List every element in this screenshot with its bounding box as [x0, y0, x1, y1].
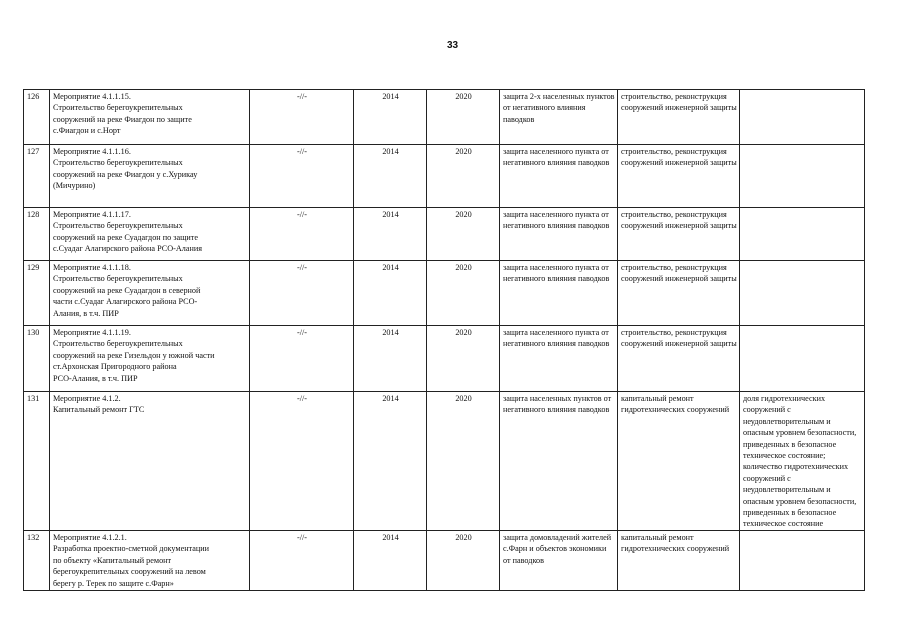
measure-description-line: Капитальный ремонт ГТС	[53, 405, 145, 415]
start-year-cell: 2014	[354, 530, 427, 590]
direction-cell: строительство, реконструкция сооружений инженерной защиты	[618, 208, 740, 261]
indicator-cell	[740, 261, 865, 326]
end-year-cell: 2020	[427, 90, 500, 145]
page-number: 33	[446, 40, 459, 51]
measure-cell	[50, 208, 250, 261]
measure-description-line: Алания, в т.ч. ПИР	[53, 308, 119, 318]
end-year-cell: 2020	[427, 392, 500, 531]
end-year-cell: 2020	[427, 326, 500, 392]
measure-description-line: сооружений на реке Фиагдон по защите	[53, 114, 192, 124]
end-year-cell: 2020	[427, 208, 500, 261]
expected-result-cell: защита 2-х населенных пунктов от негативного влияния паводков	[500, 90, 618, 145]
measure-description-line: берегоукрепительных сооружений на левом	[53, 567, 206, 577]
measure-cell	[50, 530, 250, 590]
measure-description-line: с.Фиагдон и с.Норт	[53, 126, 121, 136]
measure-cell	[50, 392, 250, 531]
end-year-cell: 2020	[427, 145, 500, 208]
direction-cell: капитальный ремонт гидротехнических сооружений	[618, 530, 740, 590]
table-row	[24, 208, 865, 261]
measure-title: Мероприятие 4.1.1.19.	[53, 328, 131, 337]
measure-description-line: сооружений на реке Гизельдон у южной части	[53, 350, 215, 360]
measure-description-line: РСО-Алания, в т.ч. ПИР	[53, 373, 138, 383]
expected-result-cell: защита населенного пункта от негативного влияния паводков	[500, 326, 618, 392]
expected-result-cell: защита населенного пункта от негативного влияния паводков	[500, 145, 618, 208]
measure-title: Мероприятие 4.1.2.	[53, 394, 121, 403]
measure-description-line: Строительство берегоукрепительных	[53, 158, 183, 168]
measure-description-line: сооружений на реке Суадагдон в северной	[53, 285, 201, 295]
measures-table	[23, 89, 865, 591]
measure-cell	[50, 90, 250, 145]
direction-cell: строительство, реконструкция сооружений инженерной защиты	[618, 90, 740, 145]
row-number-cell: 127	[24, 145, 50, 208]
direction-cell: строительство, реконструкция сооружений инженерной защиты	[618, 326, 740, 392]
measure-description-line: берегу р. Терек по защите с.Фарн»	[53, 578, 174, 588]
direction-cell: строительство, реконструкция сооружений инженерной защиты	[618, 261, 740, 326]
measure-description-line: ст.Архонская Пригородного района	[53, 362, 177, 372]
expected-result-cell: защита населенного пункта от негативного влияния паводков	[500, 208, 618, 261]
indicator-cell	[740, 530, 865, 590]
executor-cell: -//-	[250, 145, 354, 208]
measure-cell	[50, 261, 250, 326]
row-number-cell: 131	[24, 392, 50, 531]
executor-cell: -//-	[250, 392, 354, 531]
table-row	[24, 261, 865, 326]
table-row	[24, 145, 865, 208]
indicator-cell	[740, 90, 865, 145]
indicator-cell	[740, 326, 865, 392]
measure-title: Мероприятие 4.1.1.18.	[53, 263, 131, 272]
start-year-cell: 2014	[354, 90, 427, 145]
start-year-cell: 2014	[354, 326, 427, 392]
measure-description-line: части с.Суадаг Алагирского района РСО-	[53, 297, 198, 307]
measure-description-line: (Мичурино)	[53, 181, 96, 191]
expected-result-cell: защита населенных пунктов от негативного влияния паводков	[500, 392, 618, 531]
measure-description-line: Строительство берегоукрепительных	[53, 274, 183, 284]
executor-cell: -//-	[250, 90, 354, 145]
measure-title: Мероприятие 4.1.1.16.	[53, 147, 131, 156]
measure-description-line: по объекту «Капитальный ремонт	[53, 555, 172, 565]
measure-description-line: с.Суадаг Алагирского района РСО-Алания	[53, 244, 202, 254]
table-row	[24, 392, 865, 531]
executor-cell: -//-	[250, 530, 354, 590]
row-number-cell: 129	[24, 261, 50, 326]
indicator-cell: доля гидротехнических сооружений с неудовлетворительным и опасным уровнем безопасности, приведенных в безопасное техническое состояние; количество гидротехнических сооружений с неудовлетворительным и опасным уровнем безопасности, приведенных в безопасное техническое состояние	[740, 392, 865, 531]
table-row	[24, 530, 865, 590]
start-year-cell: 2014	[354, 392, 427, 531]
direction-cell: капитальный ремонт гидротехнических сооружений	[618, 392, 740, 531]
measure-cell	[50, 145, 250, 208]
start-year-cell: 2014	[354, 261, 427, 326]
start-year-cell: 2014	[354, 145, 427, 208]
row-number-cell: 126	[24, 90, 50, 145]
table-row	[24, 90, 865, 145]
direction-cell: строительство, реконструкция сооружений инженерной защиты	[618, 145, 740, 208]
measure-title: Мероприятие 4.1.1.17.	[53, 210, 131, 219]
start-year-cell: 2014	[354, 208, 427, 261]
indicator-cell	[740, 145, 865, 208]
measure-description-line: Разработка проектно-сметной документации	[53, 544, 210, 554]
table-row	[24, 326, 865, 392]
end-year-cell: 2020	[427, 530, 500, 590]
measure-title: Мероприятие 4.1.1.15.	[53, 92, 131, 101]
end-year-cell: 2020	[427, 261, 500, 326]
executor-cell: -//-	[250, 208, 354, 261]
measure-description-line: Строительство берегоукрепительных	[53, 339, 183, 349]
row-number-cell: 128	[24, 208, 50, 261]
measure-title: Мероприятие 4.1.2.1.	[53, 532, 127, 542]
measure-description-line: Строительство берегоукрепительных	[53, 103, 183, 113]
expected-result-cell: защита домовладений жителей с.Фарн и объектов экономики от паводков	[500, 530, 618, 590]
executor-cell: -//-	[250, 261, 354, 326]
measure-description-line: Строительство берегоукрепительных	[53, 221, 183, 231]
measure-description-line: сооружений на реке Фиагдон у с.Хурикау	[53, 169, 198, 179]
executor-cell: -//-	[250, 326, 354, 392]
measure-description-line: сооружений на реке Суадагдон по защите	[53, 232, 199, 242]
measure-cell	[50, 326, 250, 392]
row-number-cell: 132	[24, 530, 50, 590]
expected-result-cell: защита населенного пункта от негативного влияния паводков	[500, 261, 618, 326]
row-number-cell: 130	[24, 326, 50, 392]
indicator-cell	[740, 208, 865, 261]
